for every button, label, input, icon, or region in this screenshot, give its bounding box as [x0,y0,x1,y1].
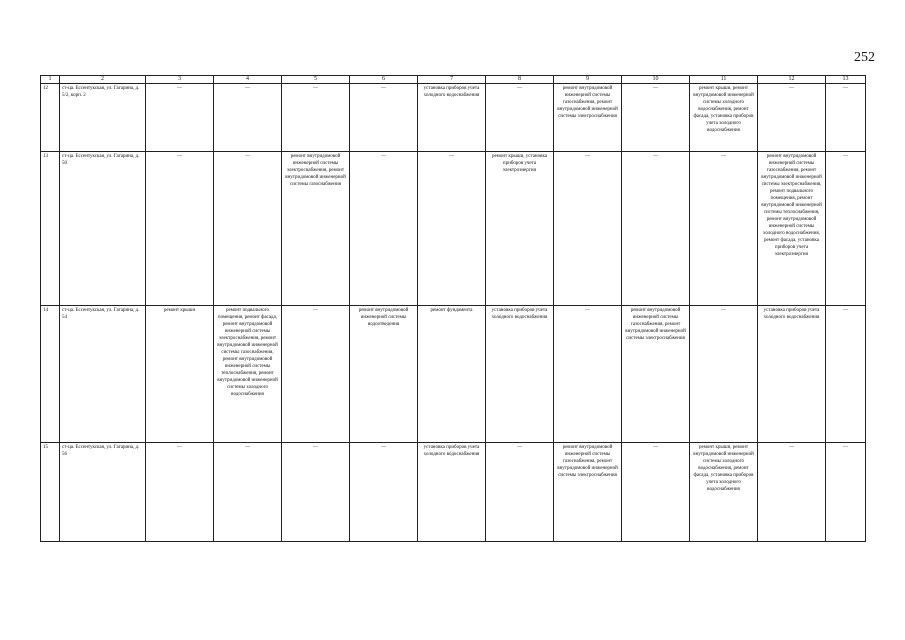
cell: — [486,443,554,542]
cell: — [350,443,418,542]
cell: установка приборов учета холодного водоснабжения [758,305,826,442]
cell: ремонт внутридомовой инженерной системы электроснабжения, ремонт внутридомовой инженерной системы газоснабжения [282,152,350,306]
cell: — [146,152,214,306]
cell: ремонт крыши, установка приборов учета электроэнергии [486,152,554,306]
column-header: 12 [758,76,826,84]
cell: — [214,84,282,152]
cell: — [622,443,690,542]
cell: ремонт крыши, ремонт внутридомовой инженерной системы холодного водоснабжения, ремонт фасада, установка приборов учета холодного водоснабжения [690,443,758,542]
column-header: 13 [826,76,866,84]
cell: установка приборов учета холодного водоснабжения [486,305,554,442]
row-number: 13 [41,152,60,306]
cell: — [282,443,350,542]
cell: — [758,84,826,152]
row-number: 14 [41,305,60,442]
cell: — [350,84,418,152]
cell: — [418,152,486,306]
address-cell: ст-ца. Ессентукская, ул. Гагарина, д. 5/2, корп. 2 [60,84,146,152]
repair-schedule-table [40,75,866,542]
cell: — [622,84,690,152]
column-header: 2 [60,76,146,84]
cell: ремонт крыши [146,305,214,442]
cell: — [214,152,282,306]
cell: — [146,84,214,152]
column-header: 5 [282,76,350,84]
cell: — [826,443,866,542]
cell: — [282,84,350,152]
cell: установка приборов учета холодного водоснабжения [418,443,486,542]
cell: — [146,443,214,542]
table-row [41,305,866,442]
cell: — [282,305,350,442]
column-header: 9 [554,76,622,84]
page-number: 252 [854,50,875,65]
address-cell: ст-ца. Ессентукская, ул. Гагарина, д. 54 [60,305,146,442]
table-row [41,84,866,152]
cell: ремонт подвального помещения, ремонт фасада, ремонт внутридомовой инженерной системы электроснабжения, ремонт внутридомовой инженерной системы газоснабжения, ремонт внутридомовой инженерной системы теплоснабжения, ремонт внутридомовой инженерной системы холодного водоснабжения [214,305,282,442]
address-cell: ст-ца. Ессентукская, ул. Гагарина, д. 50 [60,152,146,306]
address-cell: ст-ца. Ессентукская, ул. Гагарина, д. 56 [60,443,146,542]
cell: ремонт внутридомовой инженерной системы газоснабжения, ремонт внутридомовой инженерной системы электроснабжения [554,84,622,152]
cell: — [554,305,622,442]
header-row [41,76,866,84]
table-row [41,443,866,542]
cell: ремонт внутридомовой инженерной системы газоснабжения, ремонт внутридомовой инженерной системы электроснабжения [554,443,622,542]
row-number: 12 [41,84,60,152]
cell: — [622,152,690,306]
cell: — [350,152,418,306]
column-header: 11 [690,76,758,84]
cell: — [826,152,866,306]
column-header: 10 [622,76,690,84]
cell: ремонт внутридомовой инженерной системы газоснабжения, ремонт внутридомовой инженерной системы электроснабжения, ремонт подвального помещения, ремонт внутридомовой инженерной системы теплоснабжения, ремонт внутридомовой инженерной системы холодного водоснабжения, ремонт фасада, установка приборов учета электроэнергии [758,152,826,306]
cell: ремонт внутридомовой инженерной системы водоотведения [350,305,418,442]
cell: ремонт крыши, ремонт внутридомовой инженерной системы холодного водоснабжения, ремонт фасада, установка приборов учета холодного водоснабжения [690,84,758,152]
row-number: 15 [41,443,60,542]
cell: — [758,443,826,542]
column-header: 1 [41,76,60,84]
cell: — [554,152,622,306]
column-header: 3 [146,76,214,84]
cell: ремонт внутридомовой инженерной системы газоснабжения, ремонт внутридомовой инженерной системы электроснабжения [622,305,690,442]
cell: — [690,152,758,306]
cell: — [214,443,282,542]
column-header: 4 [214,76,282,84]
column-header: 8 [486,76,554,84]
cell: ремонт фундамента [418,305,486,442]
cell: — [826,84,866,152]
cell: установка приборов учета холодного водоснабжения [418,84,486,152]
cell: — [826,305,866,442]
cell: — [690,305,758,442]
table-row [41,152,866,306]
cell: — [486,84,554,152]
column-header: 7 [418,76,486,84]
column-header: 6 [350,76,418,84]
